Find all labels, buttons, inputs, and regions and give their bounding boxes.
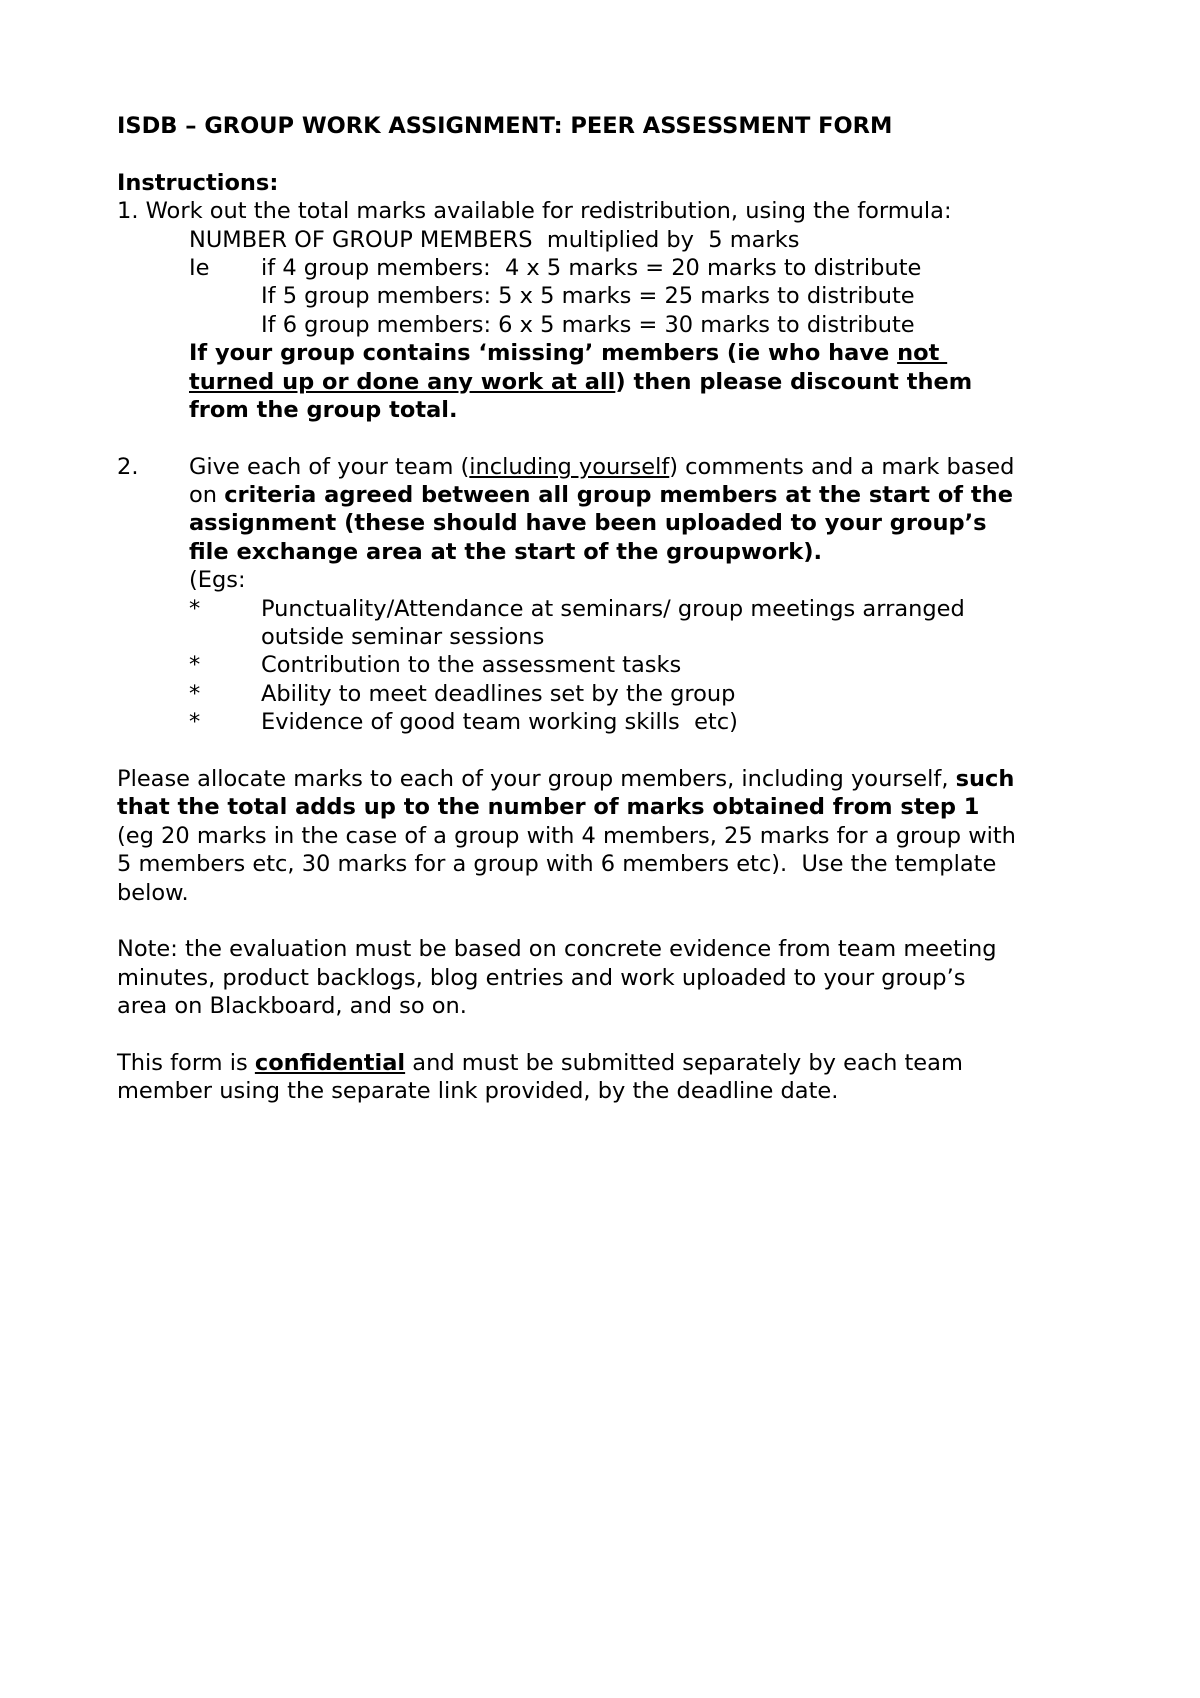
- step2-line-4: file exchange area at the start of the groupwork).: [189, 538, 823, 565]
- note-line-1: Note: the evaluation must be based on concrete evidence from team meeting: [117, 936, 997, 963]
- example-text: if 4 group members: 4 x 5 marks = 20 marks to distribute: [261, 254, 922, 281]
- missing-text: If your group contains ‘missing’ members (ie who have: [189, 340, 898, 367]
- ie-label: Ie: [189, 254, 210, 281]
- bullet-marker: *: [189, 652, 201, 679]
- spacer: [117, 1021, 1117, 1049]
- missing-members-note-1: [117, 339, 1117, 367]
- missing-underlined: turned up or done any work at all: [189, 368, 616, 395]
- document-title: ISDB – GROUP WORK ASSIGNMENT: PEER ASSESSMENT FORM: [117, 113, 893, 139]
- step2-egs: (Egs:: [189, 567, 246, 594]
- bullet-text: Contribution to the assessment tasks: [261, 652, 682, 679]
- bullet-text: Ability to meet deadlines set by the group: [261, 680, 736, 707]
- confidential-line-2: member using the separate link provided, by the deadline date.: [117, 1078, 839, 1105]
- bullet-item: [117, 651, 1117, 679]
- spacer: [117, 424, 1117, 452]
- allocate-line-3: (eg 20 marks in the case of a group with 4 members, 25 marks for a group with: [117, 822, 1016, 849]
- step2-underlined: including yourself: [469, 453, 670, 480]
- spacer: [117, 737, 1117, 765]
- step2-text: Give each of your team (: [189, 453, 470, 480]
- step2-number: 2.: [117, 453, 139, 480]
- step2-line-2: [117, 481, 1117, 509]
- bullet-item: [117, 595, 1117, 623]
- allocate-line-2: that the total adds up to the number of marks obtained from step 1: [117, 794, 980, 821]
- spacer: [117, 907, 1117, 935]
- bullet-marker: *: [189, 680, 201, 707]
- step1-line: 1. Work out the total marks available for redistribution, using the formula:: [117, 198, 952, 225]
- step1-formula: NUMBER OF GROUP MEMBERS multiplied by 5 marks: [189, 226, 800, 253]
- note-line-3: area on Blackboard, and so on.: [117, 993, 467, 1020]
- allocate-line-4: 5 members etc, 30 marks for a group with 6 members etc). Use the template: [117, 851, 997, 878]
- bullet-marker: *: [189, 595, 201, 622]
- allocate-text: Please allocate marks to each of your group members, including yourself,: [117, 765, 956, 792]
- allocate-line-5: below.: [117, 879, 189, 906]
- missing-members-note-2: [117, 368, 1117, 396]
- note-line-2: minutes, product backlogs, blog entries and work uploaded to your group’s: [117, 964, 966, 991]
- step2-text: on: [189, 482, 225, 509]
- confidential-word: confidential: [254, 1049, 406, 1076]
- confidential-line-1: [117, 1049, 1117, 1077]
- bullet-text: Evidence of good team working skills etc): [261, 709, 738, 736]
- missing-underlined: not: [897, 340, 948, 367]
- instructions-heading: Instructions:: [117, 169, 279, 196]
- bullet-item: [117, 708, 1117, 736]
- bullet-item: [117, 680, 1117, 708]
- allocate-line-1: [117, 765, 1117, 793]
- missing-members-note-3: from the group total.: [189, 396, 458, 423]
- bullet-marker: *: [189, 709, 201, 736]
- confidential-text: and must be submitted separately by each team: [405, 1049, 963, 1076]
- spacer: [117, 140, 1117, 168]
- bullet-item-continued: outside seminar sessions: [261, 624, 545, 651]
- document-page: [117, 112, 1117, 1106]
- bullet-text: Punctuality/Attendance at seminars/ group meetings arranged: [261, 595, 965, 622]
- step2-line-3: assignment (these should have been uploaded to your group’s: [189, 510, 987, 537]
- step2-text: ) comments and a mark based: [669, 453, 1015, 480]
- confidential-text: This form is: [117, 1049, 255, 1076]
- step1-example-2: If 5 group members: 5 x 5 marks = 25 marks to distribute: [261, 283, 915, 310]
- missing-text: ) then please discount them: [615, 368, 973, 395]
- step1-example-3: If 6 group members: 6 x 5 marks = 30 marks to distribute: [261, 311, 915, 338]
- step2-line-1: [117, 453, 1117, 481]
- step1-example-1: [117, 254, 1117, 282]
- allocate-bold: such: [955, 765, 1015, 792]
- step2-bold: criteria agreed between all group members at the start of the: [224, 482, 1013, 509]
